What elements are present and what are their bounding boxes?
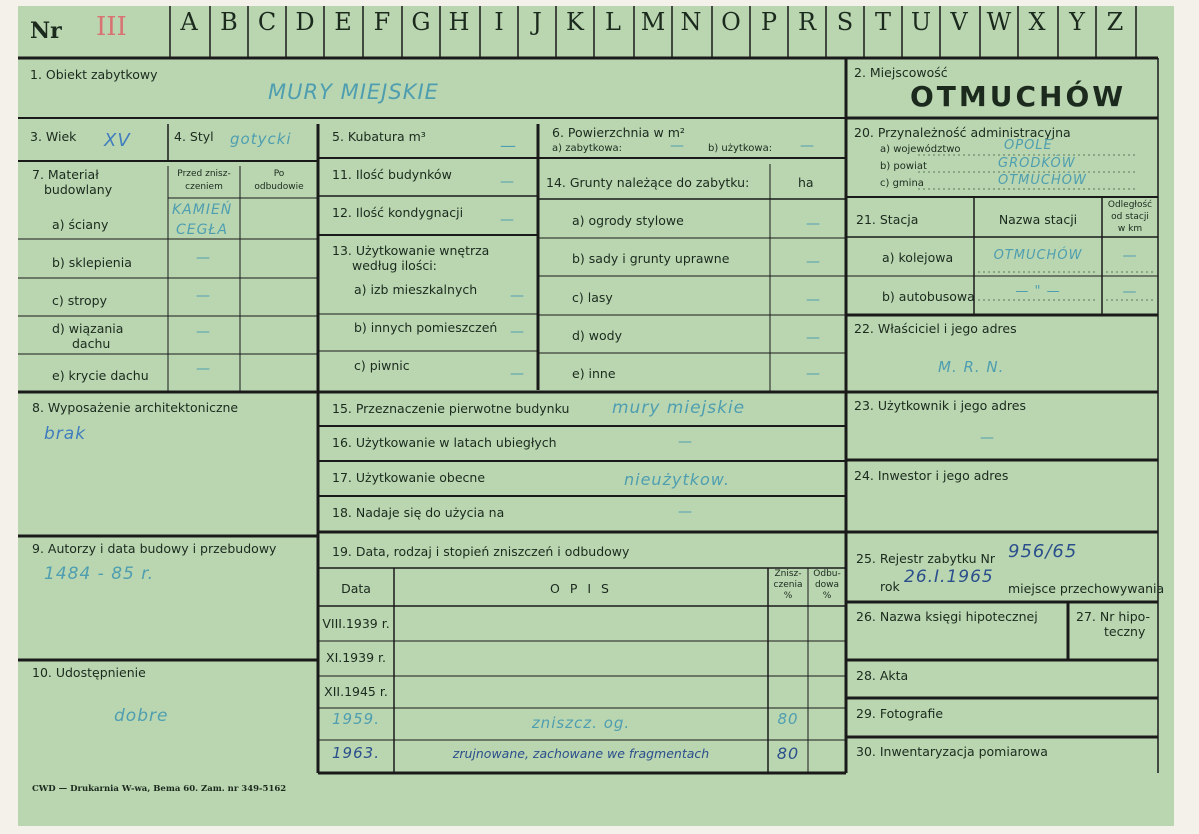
field-21-col-dist-3: w km	[1117, 224, 1143, 234]
index-letter-b: B	[220, 8, 238, 36]
field-6-sub-b-value: —	[800, 138, 815, 154]
field-19-col-desc: O P I S	[550, 581, 612, 596]
field-19-col-destr-3: %	[783, 591, 793, 601]
field-27-label-1: 27. Nr hipo-	[1076, 609, 1151, 624]
field-6-sub-a-value: —	[670, 138, 685, 154]
field-2-value: OTMUCHÓW	[910, 80, 1127, 113]
field-19-col-destr-2: czenia	[773, 580, 803, 590]
index-letter-j: J	[532, 8, 542, 36]
field-12-value: —	[500, 212, 515, 228]
index-letter-n: N	[680, 8, 702, 36]
field-2-label: 2. Miejscowość	[854, 65, 948, 80]
field-25-year-label: rok	[880, 579, 900, 594]
field-7-row-d-before: —	[196, 324, 211, 340]
field-18-label: 18. Nadaje się do użycia na	[332, 505, 505, 520]
field-19-col-rebuild-3: %	[822, 591, 832, 601]
index-letter-h: H	[448, 8, 470, 36]
index-letter-t: T	[874, 8, 891, 36]
index-letter-s: S	[836, 8, 854, 36]
field-19-row-3-date: XII.1945 r.	[324, 684, 388, 699]
index-letter-v: V	[950, 8, 968, 36]
field-13-c-value: —	[510, 366, 525, 382]
field-21-label: 21. Stacja	[856, 212, 919, 227]
field-19-label: 19. Data, rodzaj i stopień zniszczeń i odbudowy	[332, 544, 630, 559]
index-letter-u: U	[910, 8, 932, 36]
field-11-label: 11. Ilość budynków	[332, 167, 452, 182]
field-14-row-e-value: —	[806, 366, 821, 382]
field-22-label: 22. Właściciel i jego adres	[854, 321, 1017, 336]
field-4-label: 4. Styl	[174, 129, 214, 144]
field-7-row-b-before: —	[196, 250, 211, 266]
field-16-label: 16. Użytkowanie w latach ubiegłych	[332, 435, 557, 450]
nr-value-stamp: III	[96, 12, 127, 42]
field-15-label: 15. Przeznaczenie pierwotne budynku	[332, 401, 570, 416]
field-30-label: 30. Inwentaryzacja pomiarowa	[856, 744, 1048, 759]
field-28-label: 28. Akta	[856, 668, 909, 683]
field-21-a-label: a) kolejowa	[882, 250, 954, 265]
field-7-row-a-before-2: CEGŁA	[176, 222, 228, 238]
field-7-col-after-1: Po	[273, 169, 285, 179]
field-8-label: 8. Wyposażenie architektoniczne	[32, 400, 239, 415]
field-16-value: —	[678, 434, 693, 450]
field-13-label-1: 13. Użytkowanie wnętrza	[332, 243, 490, 258]
printer-imprint: CWD — Drukarnia W-wa, Bema 60. Zam. nr 349-5162	[32, 784, 287, 794]
index-letter-x: X	[1028, 8, 1046, 36]
field-10-value: dobre	[114, 706, 169, 726]
field-11-value: —	[500, 174, 515, 190]
field-14-row-b-value: —	[806, 254, 821, 270]
field-14-row-d-value: —	[806, 330, 821, 346]
field-7-row-a-label: a) ściany	[52, 217, 109, 232]
field-14-row-e-label: e) inne	[572, 366, 616, 381]
field-7-row-d-label-1: d) wiązania	[52, 321, 124, 336]
field-26-label: 26. Nazwa księgi hipotecznej	[856, 609, 1038, 624]
field-19-row-5-date: 1963.	[332, 744, 380, 762]
field-1-value: MURY MIEJSKIE	[268, 80, 439, 104]
field-19-row-4-date: 1959.	[332, 710, 380, 728]
field-7-row-c-before: —	[196, 288, 211, 304]
index-letter-e: E	[334, 8, 352, 36]
field-19-row-5-desc: zrujnowane, zachowane we fragmentach	[452, 746, 710, 761]
field-19-row-5-destr: 80	[776, 744, 800, 763]
field-3-label: 3. Wiek	[30, 129, 77, 144]
index-letter-a: A	[180, 8, 198, 36]
field-17-value: nieużytkow.	[624, 470, 730, 489]
field-21-a-name: OTMUCHÓW	[993, 248, 1083, 263]
index-letter-f: F	[373, 8, 391, 36]
field-25-year-value: 26.I.1965	[904, 567, 994, 587]
index-letter-k: K	[566, 8, 584, 36]
field-1-label: 1. Obiekt zabytkowy	[30, 67, 158, 82]
field-20-a-label: a) województwo	[880, 144, 961, 155]
index-letter-p: P	[760, 8, 778, 36]
field-8-value: brak	[44, 424, 87, 444]
field-19-row-4-desc: zniszcz. og.	[531, 714, 631, 732]
field-19-row-1-date: VIII.1939 r.	[322, 616, 390, 631]
field-14-row-c-label: c) lasy	[572, 290, 613, 305]
field-3-value: XV	[104, 130, 131, 151]
field-21-col-dist-2: od stacji	[1111, 212, 1149, 222]
field-14-row-a-label: a) ogrody stylowe	[572, 213, 684, 228]
field-13-label-2: według ilości:	[352, 258, 437, 273]
field-13-c-label: c) piwnic	[354, 358, 410, 373]
field-13-a-value: —	[510, 288, 525, 304]
field-14-row-d-label: d) wody	[572, 328, 622, 343]
nr-label: Nr	[30, 18, 62, 44]
field-6-sub-a-label: a) zabytkowa:	[552, 143, 622, 154]
field-20-b-value: GRODKÓW	[998, 156, 1076, 171]
field-23-value: —	[980, 430, 995, 446]
field-19-col-date: Data	[341, 581, 371, 596]
field-20-c-value: OTMUCHÓW	[998, 173, 1087, 188]
field-7-col-after-2: odbudowie	[254, 182, 304, 192]
field-21-col-dist-1: Odległość	[1107, 200, 1153, 210]
field-14-label: 14. Grunty należące do zabytku:	[546, 175, 750, 190]
field-20-b-label: b) powiat	[880, 161, 927, 172]
index-letter-w: W	[986, 8, 1012, 36]
field-25-place-label: miejsce przechowywania	[1008, 581, 1165, 596]
index-letter-d: D	[295, 8, 315, 36]
field-24-label: 24. Inwestor i jego adres	[854, 468, 1009, 483]
index-letter-r: R	[797, 8, 817, 36]
field-4-value: gotycki	[230, 130, 292, 148]
index-letter-g: G	[411, 8, 431, 36]
index-letter-m: M	[640, 8, 666, 36]
field-19-col-destr-1: Znisz-	[774, 569, 802, 579]
field-25-label: 25. Rejestr zabytku Nr	[856, 551, 996, 566]
field-23-label: 23. Użytkownik i jego adres	[854, 398, 1026, 413]
field-14-row-c-value: —	[806, 292, 821, 308]
field-19-col-rebuild-1: Odbu-	[813, 569, 841, 579]
field-19-row-4-destr: 80	[777, 710, 799, 728]
field-21-a-dist: —	[1122, 248, 1138, 264]
field-14-row-b-label: b) sady i grunty uprawne	[572, 251, 730, 266]
index-letter-z: Z	[1106, 8, 1124, 36]
field-20-c-label: c) gmina	[880, 178, 924, 189]
field-15-value: mury miejskie	[612, 398, 746, 418]
field-27-label-2: teczny	[1104, 624, 1146, 639]
field-7-row-e-before: —	[196, 361, 211, 377]
field-6-label: 6. Powierzchnia w m²	[552, 125, 685, 140]
field-7-col-before-1: Przed znisz-	[177, 169, 231, 179]
field-5-value: —	[500, 136, 517, 155]
field-21-b-dist: —	[1122, 284, 1138, 300]
field-13-b-value: —	[510, 324, 525, 340]
field-7-label-2: budowlany	[44, 182, 113, 197]
field-7-label-1: 7. Materiał	[32, 167, 99, 182]
field-14-row-a-value: —	[806, 216, 821, 232]
index-letter-y: Y	[1069, 8, 1085, 36]
index-letter-i: I	[494, 8, 504, 36]
field-7-row-e-label: e) krycie dachu	[52, 368, 149, 383]
field-25-number: 956/65	[1008, 541, 1078, 562]
field-10-label: 10. Udostępnienie	[32, 665, 146, 680]
field-20-label: 20. Przynależność administracyjna	[854, 125, 1071, 140]
field-5-label: 5. Kubatura m³	[332, 129, 426, 144]
field-19-row-2-date: XI.1939 r.	[326, 650, 386, 665]
field-7-row-c-label: c) stropy	[52, 293, 107, 308]
field-14-unit: ha	[798, 175, 814, 190]
field-29-label: 29. Fotografie	[856, 706, 944, 721]
field-13-a-label: a) izb mieszkalnych	[354, 282, 478, 297]
field-9-label: 9. Autorzy i data budowy i przebudowy	[32, 541, 277, 556]
field-22-value: M. R. N.	[938, 358, 1005, 376]
field-19-col-rebuild-2: dowa	[814, 580, 840, 590]
field-9-value: 1484 - 85 r.	[44, 564, 155, 584]
monument-record-card	[18, 6, 1174, 826]
field-13-b-label: b) innych pomieszczeń	[354, 320, 498, 335]
field-20-a-value: OPOLE	[1004, 138, 1053, 153]
index-letter-o: O	[721, 8, 741, 36]
field-7-col-before-2: czeniem	[185, 182, 223, 192]
field-18-value: —	[678, 504, 693, 520]
field-7-row-d-label-2: dachu	[72, 336, 111, 351]
field-17-label: 17. Użytkowanie obecne	[332, 470, 486, 485]
index-letter-l: L	[605, 8, 621, 36]
field-21-b-name: — " —	[1015, 284, 1061, 299]
field-21-col-name: Nazwa stacji	[998, 212, 1078, 227]
field-7-row-a-before-1: KAMIEŃ	[172, 202, 233, 218]
field-21-b-label: b) autobusowa	[882, 289, 975, 304]
field-6-sub-b-label: b) użytkowa:	[708, 143, 773, 154]
field-12-label: 12. Ilość kondygnacji	[332, 205, 464, 220]
field-7-row-b-label: b) sklepienia	[52, 255, 132, 270]
index-letter-c: C	[257, 8, 277, 36]
